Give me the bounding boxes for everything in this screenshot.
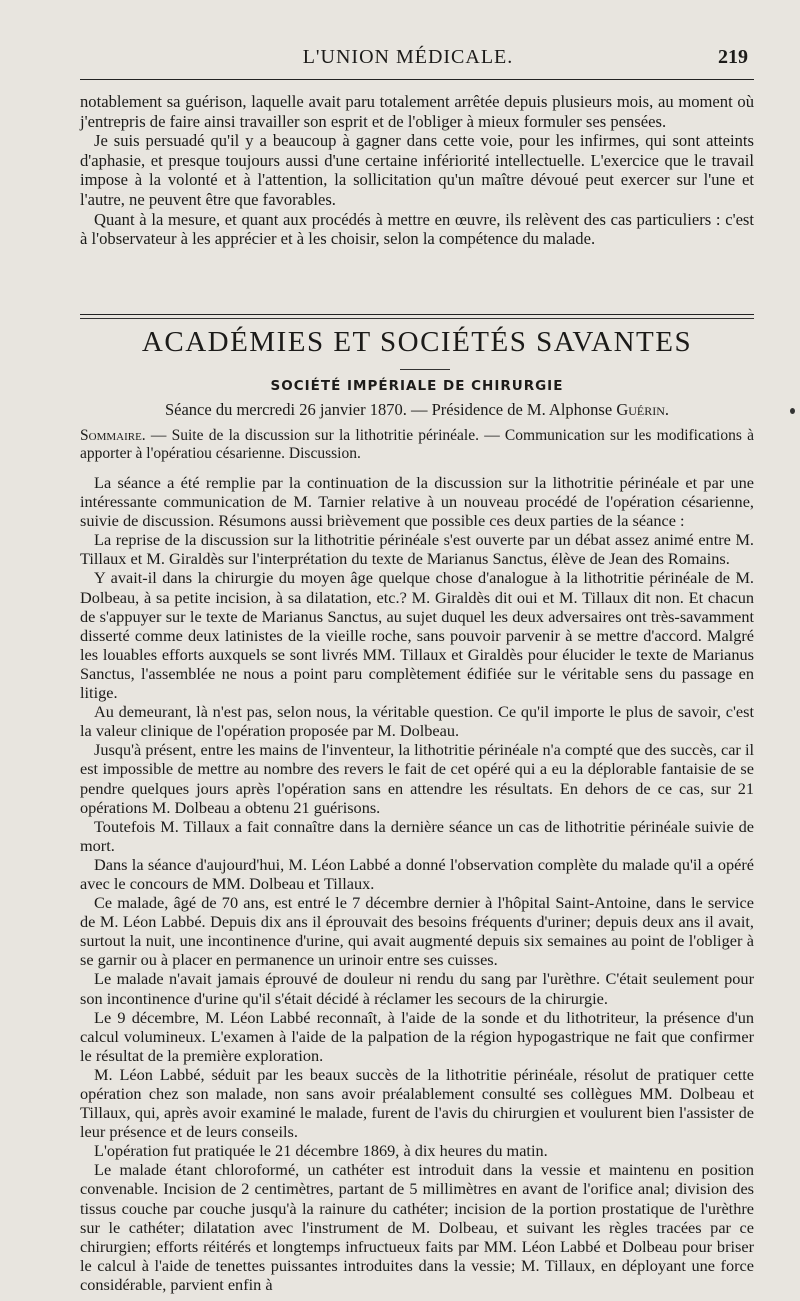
section-rule-top-2 (80, 318, 754, 319)
paragraph: Dans la séance d'aujourd'hui, M. Léon Labbé a donné l'observation complète du malade qu'il a opéré avec le concours de MM. Dolbeau et Tillaux. (80, 854, 754, 893)
society-title: SOCIÉTÉ IMPÉRIALE DE CHIRURGIE (270, 378, 564, 394)
paragraph: La reprise de la discussion sur la lithotritie périnéale s'est ouverte par un débat assez animé entre M. Tillaux et M. Giraldès sur l'interprétation du texte de Marianus Sanctus, élève de Jean des Romains. (80, 530, 754, 569)
president-name: Guérin (616, 400, 665, 419)
section-title: ACADÉMIES ET SOCIÉTÉS SAVANTES (141, 326, 693, 358)
article-body (80, 473, 754, 1294)
running-header (60, 40, 756, 74)
paragraph: Le 9 décembre, M. Léon Labbé reconnaît, à l'aide de la sonde et du lithotriteur, la présence d'un calcul volumineux. L'examen à l'aide de la palpation de la région hypogastrique ne fait que confirmer le résultat de la première exploration. (80, 1007, 754, 1065)
intro-text (80, 92, 754, 249)
section-divider (400, 369, 450, 370)
seance-text: Séance du mercredi 26 janvier 1870. — Présidence de M. Alphonse (164, 400, 617, 419)
paragraph: La séance a été remplie par la continuation de la discussion sur la lithotritie périnéale et par une intéressante communication de M. Tarnier relative à un nouveau procédé de l'opération césarienne, suivie de discussion. Résumons aussi brièvement que possible ces deux parties de la séance : (80, 473, 754, 531)
sommaire (80, 427, 754, 463)
sommaire-label: Sommaire. (80, 427, 146, 444)
paragraph: Je suis persuadé qu'il y a beaucoup à gagner dans cette voie, pour les infirmes, qui sont atteints d'aphasie, et presque toujours aussi d'une certaine infériorité intellectuelle. L'exercice que le travail impose à la volonté et à l'attention, la sollicitation qu'un maître dévoué peut exercer sur l'une et l'autre, ne peuvent être que favorables. (80, 131, 754, 209)
sommaire-text: — Suite de la discussion sur la lithotritie périnéale. — Communication sur les modifications à apporter à l'opératiou césarienne. Discussion. (80, 427, 754, 462)
page-number: 219 (718, 46, 748, 68)
header-rule (80, 79, 754, 80)
paragraph: M. Léon Labbé, séduit par les beaux succès de la lithotritie périnéale, résolut de pratiquer cette opération chez son malade, non sans avoir préalablement consulté ses collègues MM. Dolbeau et Tillaux, qui, après avoir examiné le malade, furent de l'avis du chirurgien et voulurent bien l'assister de leur présence et de leurs conseils. (80, 1064, 754, 1142)
ink-spot (790, 408, 795, 414)
section-rule-top (80, 314, 754, 315)
paragraph: Quant à la mesure, et quant aux procédés à mettre en œuvre, ils relèvent des cas particuliers : c'est à l'observateur à les apprécier et à les choisir, selon la compétence du malade. (80, 209, 754, 249)
seance-end: . (664, 400, 670, 419)
paragraph: Ce malade, âgé de 70 ans, est entré le 7 décembre dernier à l'hôpital Saint-Antoine, dans le service de M. Léon Labbé. Depuis dix ans il éprouvait des besoins fréquents d'uriner; depuis deux ans il avait, surtout la nuit, une incontinence d'urine, qui avait augmenté depuis six semaines au point de l'obliger à se garnir ou à placer en permanence un urinoir entre ses cuisses. (80, 893, 754, 970)
paragraph: notablement sa guérison, laquelle avait paru totalement arrêtée depuis plusieurs mois, au moment où j'entrepris de faire ainsi travailler son esprit et de l'obliger à mieux formuler ses pensées. (80, 92, 754, 131)
paragraph: Jusqu'à présent, entre les mains de l'inventeur, la lithotritie périnéale n'a compté que des succès, car il est impossible de mettre au nombre des revers le fait de cet opéré qui a eu la déplorable fantaisie de se pendre quelques jours après l'opération sans en attendre les résultats. En dehors de ce cas, sur 21 opérations M. Dolbeau a obtenu 21 guérisons. (80, 740, 754, 817)
paragraph: Toutefois M. Tillaux a fait connaître dans la dernière séance un cas de lithotritie périnéale suivie de mort. (80, 816, 754, 855)
paragraph: Le malade n'avait jamais éprouvé de douleur ni rendu du sang par l'urèthre. C'était seulement pour son incontinence d'urine qu'il s'était décidé à réclamer les secours de la chirurgie. (80, 969, 754, 1008)
paragraph: Le malade étant chloroformé, un cathéter est introduit dans la vessie et maintenu en position convenable. Incision de 2 centimètres, partant de 5 millimètres en avant de l'orifice anal; division des tissus couche par couche jusqu'à la rainure du cathéter; incision de la portion prostatique de l'urèthre sur le cathéter; dilatation avec l'instrument de M. Dolbeau, et suivant les règles tracées par ce chirurgien; efforts réitérés et longtemps infructueux faits par MM. Léon Labbé et Dolbeau pour briser le calcul à l'aide de tenettes puissantes introduites dans la vessie; M. Tillaux, en déployant une force considérable, parvient enfin à (80, 1160, 754, 1294)
journal-title: L'UNION MÉDICALE. (302, 46, 514, 68)
seance-line (80, 400, 754, 420)
paragraph: Y avait-il dans la chirurgie du moyen âge quelque chose d'analogue à la lithotritie périnéale de M. Dolbeau, à sa petite incision, à sa dilatation, etc.? M. Giraldès dit oui et M. Tillaux dit non. Et chacun de s'appuyer sur le texte de Marianus Sanctus, au sujet duquel les deux adversaires ont très-savamment disserté comme deux latinistes de la vieille roche, sans pouvoir parvenir à se mettre d'accord. Malgré les louables efforts auxquels se sont livrés MM. Tillaux et Giraldès pour élucider le texte de Marianus Sanctus, l'assemblée ne nous a point paru complètement édifiée sur le véritable sens du passage en litige. (80, 568, 754, 703)
paragraph: Au demeurant, là n'est pas, selon nous, la véritable question. Ce qu'il importe le plus de savoir, c'est la valeur clinique de l'opération proposée par M. Dolbeau. (80, 702, 754, 741)
paragraph: L'opération fut pratiquée le 21 décembre 1869, à dix heures du matin. (94, 1141, 548, 1161)
